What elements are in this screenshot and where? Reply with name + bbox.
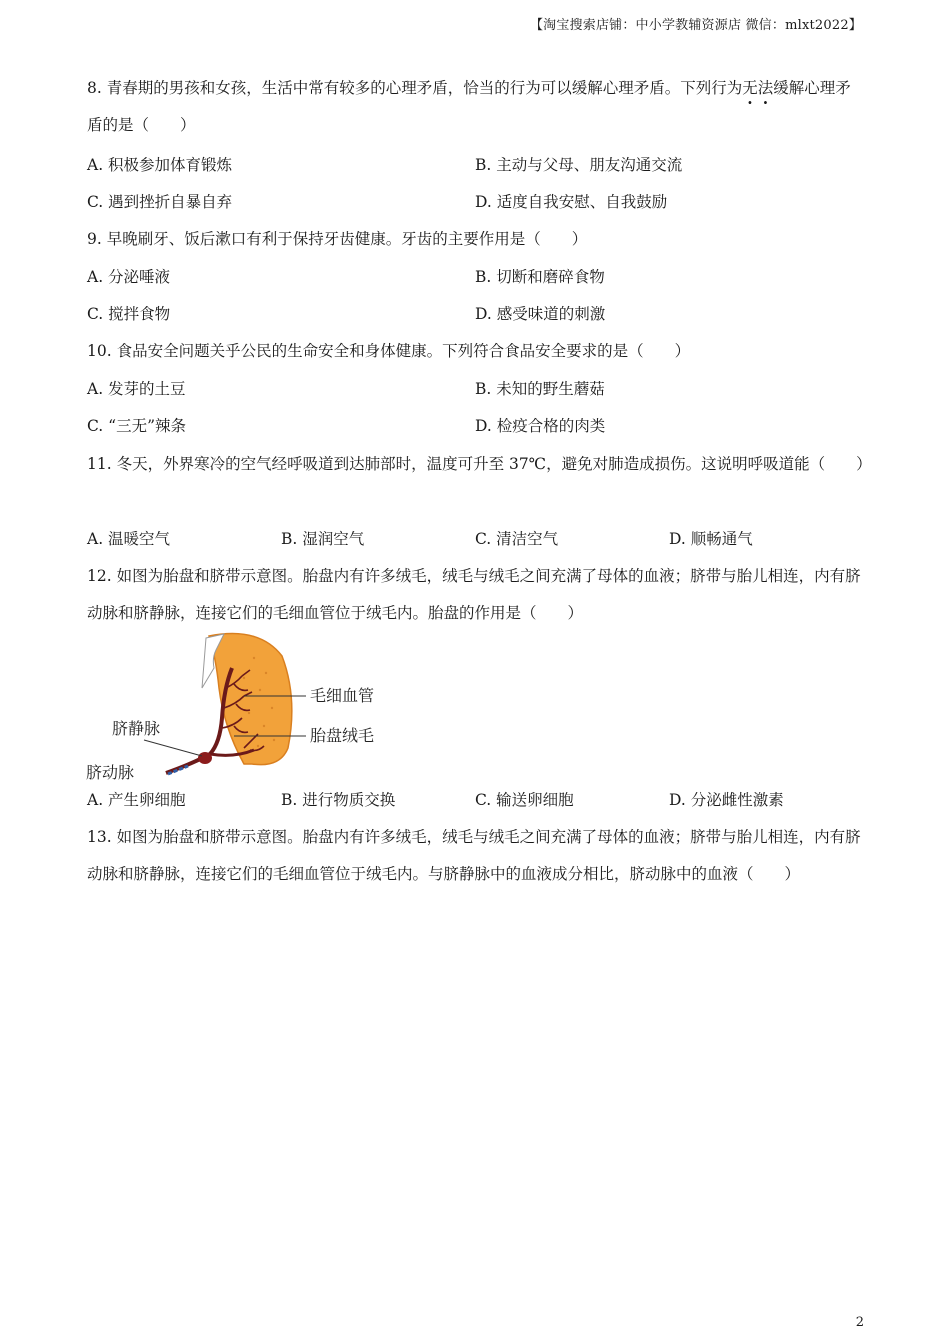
vein-leader-line <box>144 740 202 756</box>
option-b[interactable]: B. 切断和磨碎食物 <box>475 268 605 286</box>
emphasis-char: 无 <box>742 79 758 97</box>
option-a[interactable]: A. 发芽的土豆 <box>87 380 186 398</box>
option-c[interactable]: C. 输送卵细胞 <box>475 791 574 809</box>
question-11-stem: 11. 冬天，外界寒冷的空气经呼吸道到达肺部时，温度可升至 37℃，避免对肺造成损伤。这说明呼吸道能（ ） <box>87 455 872 473</box>
option-b[interactable]: B. 主动与父母、朋友沟通交流 <box>475 156 683 174</box>
option-c[interactable]: C. “三无”辣条 <box>87 417 187 435</box>
option-a[interactable]: A. 产生卵细胞 <box>87 791 186 809</box>
placenta-umbilical-diagram <box>84 628 394 786</box>
placenta-body <box>209 634 292 765</box>
umbilical-vein-label: 脐静脉 <box>112 721 161 738</box>
question-12-stem: 12. 如图为胎盘和脐带示意图。胎盘内有许多绒毛，绒毛与绒毛之间充满了母体的血液；脐带与胎儿相连，内有脐动脉和脐静脉，连接它们的毛细血管位于绒毛内。胎盘的作用是（ ） <box>87 567 861 622</box>
umbilical-artery-label: 脐动脉 <box>86 765 135 782</box>
question-10-options-row-1 <box>87 371 864 408</box>
question-13-stem: 13. 如图为胎盘和脐带示意图。胎盘内有许多绒毛，绒毛与绒毛之间充满了母体的血液；脐带与胎儿相连，内有脐动脉和脐静脉，连接它们的毛细血管位于绒毛内。与脐静脉中的血液成分相比，脐动脉中的血液（ ） <box>87 828 861 883</box>
question-9-options-row-1 <box>87 259 864 296</box>
capillary-label: 毛细血管 <box>310 688 375 705</box>
question-12-options-row <box>87 782 864 819</box>
question-8-stem-post: 缓解心理矛盾的是（ ） <box>87 79 851 134</box>
option-a[interactable]: A. 分泌唾液 <box>87 268 171 286</box>
emphasis-char: 法 <box>757 79 774 97</box>
option-d[interactable]: D. 顺畅通气 <box>669 530 753 548</box>
question-8-stem <box>87 70 864 144</box>
option-b[interactable]: B. 湿润空气 <box>281 530 365 548</box>
question-10-options-row-2 <box>87 408 864 445</box>
question-8-options-row-2 <box>87 184 864 221</box>
villus-label: 胎盘绒毛 <box>310 728 375 745</box>
option-b[interactable]: B. 进行物质交换 <box>281 791 396 809</box>
question-9-options-row-2 <box>87 296 864 333</box>
option-d[interactable]: D. 分泌雌性激素 <box>669 791 784 809</box>
cord-junction <box>198 752 212 764</box>
option-d[interactable]: D. 适度自我安慰、自我鼓励 <box>475 193 668 211</box>
placenta-illustration <box>84 628 394 786</box>
option-c[interactable]: C. 清洁空气 <box>475 530 559 548</box>
option-d[interactable]: D. 感受味道的刺激 <box>475 305 606 323</box>
option-a[interactable]: A. 温暖空气 <box>87 530 171 548</box>
page-header: 【淘宝搜索店铺：中小学教辅资源店 微信：mlxt2022】 <box>529 18 862 33</box>
option-b[interactable]: B. 未知的野生蘑菇 <box>475 380 605 398</box>
option-a[interactable]: A. 积极参加体育锻炼 <box>87 156 233 174</box>
option-d[interactable]: D. 检疫合格的肉类 <box>475 417 606 435</box>
option-c[interactable]: C. 遇到挫折自暴自弃 <box>87 193 233 211</box>
option-c[interactable]: C. 搅拌食物 <box>87 305 171 323</box>
question-8-options-row-1 <box>87 147 864 184</box>
page-number: 2 <box>855 1315 864 1330</box>
question-10-stem: 10. 食品安全问题关乎公民的生命安全和身体健康。下列符合食品安全要求的是（ ） <box>87 342 691 360</box>
question-11-options-row <box>87 521 864 558</box>
question-8-stem-pre: 8. 青春期的男孩和女孩，生活中常有较多的心理矛盾，恰当的行为可以缓解心理矛盾。下列行为 <box>87 79 743 97</box>
question-9-stem: 9. 早晚刷牙、饭后漱口有利于保持牙齿健康。牙齿的主要作用是（ ） <box>87 230 588 248</box>
